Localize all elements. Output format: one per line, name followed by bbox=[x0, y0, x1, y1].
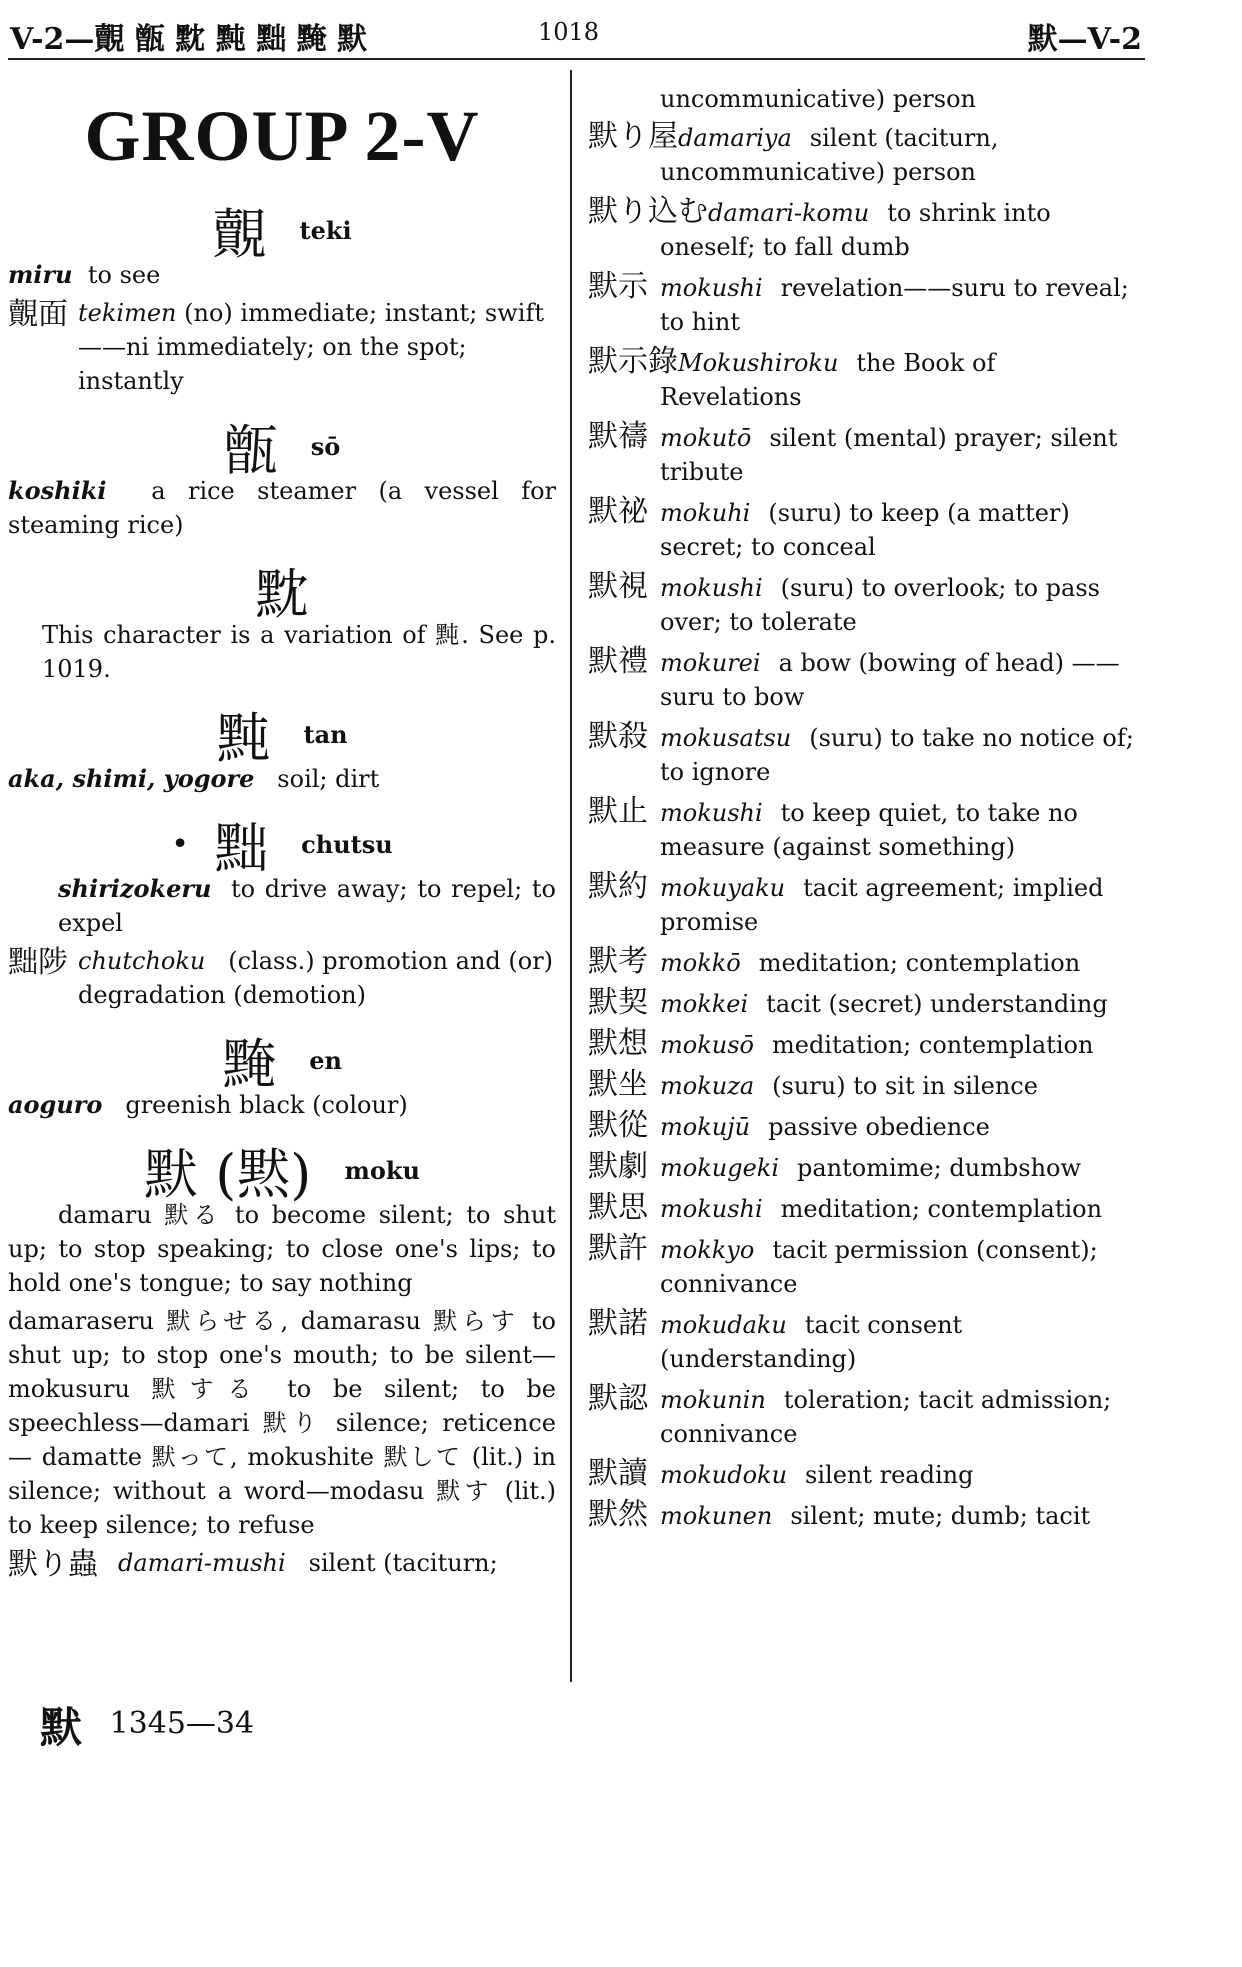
column-divider bbox=[570, 70, 572, 1682]
right-entry-list bbox=[588, 120, 1140, 1533]
entry-romaji: mokutō bbox=[660, 424, 752, 452]
entry-romaji: damari-mushi bbox=[118, 1549, 286, 1577]
entry-definition: silent; mute; dumb; tacit bbox=[790, 1502, 1091, 1530]
entry-headword: 默り屋 bbox=[588, 119, 678, 154]
kanji-reading: teki bbox=[299, 216, 352, 245]
entry-definition: tacit agreement; implied promise bbox=[660, 874, 1104, 936]
group-title: GROUP 2-V bbox=[84, 96, 480, 176]
kun-reading-line bbox=[8, 474, 556, 542]
kun-reading: aka, shimi, yogore bbox=[8, 764, 255, 793]
kanji-reading: chutsu bbox=[301, 830, 393, 859]
kun-reading-line bbox=[8, 1088, 556, 1122]
entry-definition: silent (taciturn, uncommunicative) person bbox=[660, 124, 999, 186]
entry-body bbox=[78, 944, 556, 1012]
compound-entry bbox=[588, 270, 1140, 339]
entry-romaji: damari-komu bbox=[708, 199, 870, 227]
entry-romaji: chutchoku bbox=[78, 947, 206, 975]
entry-headword: 默劇 bbox=[588, 1149, 648, 1184]
entry-definition: revelation——suru to reveal; to hint bbox=[660, 274, 1129, 336]
entry-definition: (class.) promotion and (or) degradation (demotion) bbox=[78, 947, 554, 1009]
compound-entry bbox=[588, 986, 1140, 1021]
entry-romaji: mokushi bbox=[660, 1195, 763, 1223]
compound-entry bbox=[8, 1546, 556, 1584]
kanji-reading: tan bbox=[303, 720, 348, 749]
entry-romaji: mokusatsu bbox=[660, 724, 792, 752]
entry-definition: (no) immediate; instant; swift——ni immediately; on the spot; instantly bbox=[78, 299, 544, 395]
entry-headword: 默許 bbox=[588, 1231, 648, 1266]
entry-romaji: mokudoku bbox=[660, 1461, 788, 1489]
entry-headword: 默考 bbox=[588, 944, 648, 979]
entry-headword: 默示 bbox=[588, 269, 648, 304]
continuation-line: uncommunicative) person bbox=[660, 85, 976, 113]
entry-headword: 默想 bbox=[588, 1026, 648, 1061]
entry-headword: 默坐 bbox=[588, 1067, 648, 1102]
compound-entry bbox=[588, 195, 1140, 264]
entry-romaji: mokugeki bbox=[660, 1154, 779, 1182]
footer-kanji: 默 bbox=[40, 1703, 83, 1752]
kanji-heading-tan bbox=[8, 696, 556, 770]
entry-romaji: damariya bbox=[678, 124, 792, 152]
compound-entry bbox=[588, 345, 1140, 414]
entry-headword: 默契 bbox=[588, 985, 648, 1020]
entry-romaji: mokurei bbox=[660, 649, 761, 677]
entry-romaji: mokusō bbox=[660, 1031, 754, 1059]
entry-definition: (suru) to take no notice of; to ignore bbox=[660, 724, 1134, 786]
right-column bbox=[588, 82, 1140, 1539]
compound-entry bbox=[588, 1307, 1140, 1376]
kun-definition: greenish black (colour) bbox=[125, 1091, 408, 1119]
kun-definition: a rice steamer (a vessel for steaming rice) bbox=[8, 477, 556, 539]
kanji-glyph: 黕 bbox=[255, 563, 309, 626]
entry-definition: meditation; contemplation bbox=[771, 1031, 1094, 1059]
kanji-glyph: 黤 bbox=[222, 1033, 277, 1096]
entry-definition: to shrink into oneself; to fall dumb bbox=[660, 199, 1051, 261]
entry-headword: 默認 bbox=[588, 1381, 648, 1416]
compound-entry bbox=[588, 945, 1140, 980]
entry-definition: (suru) to keep (a matter) secret; to conceal bbox=[660, 499, 1070, 561]
entry-definition: pantomime; dumbshow bbox=[797, 1154, 1082, 1182]
kun-reading: koshiki bbox=[8, 476, 107, 505]
entry-romaji: mokkō bbox=[660, 949, 741, 977]
entry-definition: tacit (secret) understanding bbox=[766, 990, 1108, 1018]
entry-definition: silent (mental) prayer; silent tribute bbox=[660, 424, 1118, 486]
entry-definition: silent reading bbox=[805, 1461, 974, 1489]
kanji-heading-chutsu bbox=[8, 806, 556, 880]
entry-romaji: mokushi bbox=[660, 799, 763, 827]
entry-romaji: mokujū bbox=[660, 1113, 751, 1141]
compound-entry bbox=[588, 570, 1140, 639]
kanji-heading-en bbox=[8, 1022, 556, 1096]
header-rule bbox=[8, 58, 1145, 60]
variant-note: This character is a variation of 黗. See p. 1019. bbox=[42, 621, 556, 683]
kanji-reading: en bbox=[309, 1046, 342, 1075]
entry-romaji: mokushi bbox=[660, 574, 763, 602]
kun-definition: to drive away; to repel; to expel bbox=[58, 875, 556, 937]
entry-romaji: Mokushiroku bbox=[678, 349, 839, 377]
kun-definition: to see bbox=[87, 261, 161, 289]
compound-entry bbox=[588, 120, 1140, 189]
entry-definition: tacit consent (understanding) bbox=[660, 1311, 963, 1373]
compound-entry bbox=[588, 1382, 1140, 1451]
entry-definition: (suru) to sit in silence bbox=[772, 1072, 1038, 1100]
kanji-glyph: 黜 bbox=[214, 817, 269, 880]
compound-entry bbox=[8, 296, 556, 398]
compound-entry bbox=[588, 870, 1140, 939]
entry-definition: a bow (bowing of head) ——suru to bow bbox=[660, 649, 1120, 711]
kun-reading: aoguro bbox=[8, 1090, 103, 1119]
compound-entry bbox=[588, 645, 1140, 714]
entry-headword: 默禮 bbox=[588, 644, 648, 679]
kanji-heading-variant bbox=[8, 552, 556, 626]
kun-reading-line bbox=[8, 258, 556, 292]
entry-definition: the Book of Revelations bbox=[660, 349, 996, 411]
page-number: 1018 bbox=[538, 18, 600, 46]
entry-definition: meditation; contemplation bbox=[758, 949, 1081, 977]
entry-romaji: mokuyaku bbox=[660, 874, 786, 902]
entry-headword: 默示錄 bbox=[588, 344, 678, 379]
entry-definition: toleration; tacit admission; connivance bbox=[660, 1386, 1112, 1448]
compound-entry bbox=[588, 495, 1140, 564]
entry-headword: 覿面 bbox=[8, 297, 68, 332]
entry-definition: meditation; contemplation bbox=[780, 1195, 1103, 1223]
entry-definition: tacit permission (consent); connivance bbox=[660, 1236, 1098, 1298]
compound-entry bbox=[588, 1457, 1140, 1492]
entry-romaji: mokkei bbox=[660, 990, 749, 1018]
entry-body bbox=[78, 296, 556, 398]
entry-headword: 默約 bbox=[588, 869, 648, 904]
kanji-heading-so bbox=[8, 408, 556, 482]
kanji-glyph: 覿 bbox=[212, 203, 267, 266]
footer-code: 1345—34 bbox=[109, 1706, 255, 1741]
compound-entry bbox=[588, 1027, 1140, 1062]
compound-entry bbox=[588, 1068, 1140, 1103]
compound-entry bbox=[588, 720, 1140, 789]
left-column bbox=[8, 95, 556, 1590]
entry-definition: (suru) to overlook; to pass over; to tolerate bbox=[660, 574, 1100, 636]
entry-romaji: mokkyo bbox=[660, 1236, 755, 1264]
entry-definition: to keep quiet, to take no measure (against something) bbox=[660, 799, 1078, 861]
entry-definition: silent (taciturn; bbox=[308, 1549, 498, 1577]
entry-romaji: mokudaku bbox=[660, 1311, 787, 1339]
kun-reading-line bbox=[8, 872, 556, 940]
compound-entry bbox=[588, 1109, 1140, 1144]
header-right-guide: 默—V-2 bbox=[1027, 22, 1142, 57]
entry-romaji: mokunin bbox=[660, 1386, 766, 1414]
entry-headword: 默諾 bbox=[588, 1306, 648, 1341]
compound-entry bbox=[588, 1150, 1140, 1185]
entry-romaji: mokunen bbox=[660, 1502, 773, 1530]
entry-romaji: tekimen bbox=[78, 299, 177, 327]
compound-entry bbox=[588, 1191, 1140, 1226]
moku-paragraph-2: damaraseru 默らせる, damarasu 默らす to shut up; to stop one's mouth; to be silent—mokusuru 默する to be silent; to be speechless—damari 默り silence; reticence — damatte 默って, mokushite 默して (lit.) in silence; without a word—modasu 默す (lit.) to keep silence; to refuse bbox=[8, 1307, 556, 1539]
entry-headword: 默禱 bbox=[588, 419, 648, 454]
entry-definition: passive obedience bbox=[768, 1113, 990, 1141]
kanji-glyph: 甑 bbox=[223, 419, 278, 482]
kun-reading: shirizokeru bbox=[58, 874, 212, 903]
compound-entry bbox=[588, 1232, 1140, 1301]
entry-headword: 默讀 bbox=[588, 1456, 648, 1491]
header-left-guide: V-2—覿 甑 黕 黗 黜 黤 默 bbox=[10, 22, 368, 57]
entry-headword: 默殺 bbox=[588, 719, 648, 754]
kun-definition: soil; dirt bbox=[277, 765, 380, 793]
entry-headword: 默思 bbox=[588, 1190, 648, 1225]
page-footer bbox=[40, 1695, 254, 1755]
kanji-reading: moku bbox=[344, 1156, 420, 1185]
kanji-reading: sō bbox=[310, 432, 341, 461]
kanji-glyph: 黗 bbox=[216, 707, 271, 770]
entry-headword: 默從 bbox=[588, 1108, 648, 1143]
entry-romaji: mokuza bbox=[660, 1072, 755, 1100]
kanji-glyph: 默 (黙) bbox=[144, 1143, 312, 1206]
compound-entry bbox=[588, 795, 1140, 864]
entry-headword: 默然 bbox=[588, 1497, 648, 1532]
entry-romaji: mokuhi bbox=[660, 499, 751, 527]
kanji-heading-moku bbox=[8, 1132, 556, 1206]
entry-headword: 黜陟 bbox=[8, 945, 68, 980]
kun-reading: miru bbox=[8, 260, 73, 289]
page-header bbox=[10, 14, 1142, 62]
entry-headword: 默止 bbox=[588, 794, 648, 829]
common-use-bullet: • bbox=[171, 827, 189, 862]
entry-headword: 默り蟲 bbox=[8, 1547, 98, 1582]
entry-headword: 默祕 bbox=[588, 494, 648, 529]
moku-paragraph-1: damaru 默る to become silent; to shut up; to stop speaking; to close one's lips; to hold one's tongue; to say nothing bbox=[8, 1201, 556, 1297]
entry-body bbox=[118, 1546, 556, 1580]
entry-headword: 默視 bbox=[588, 569, 648, 604]
kanji-heading-teki bbox=[8, 192, 556, 266]
compound-entry bbox=[588, 1498, 1140, 1533]
kun-reading-line bbox=[8, 762, 556, 796]
compound-entry bbox=[588, 420, 1140, 489]
entry-romaji: mokushi bbox=[660, 274, 763, 302]
entry-headword: 默り込む bbox=[588, 194, 708, 229]
compound-entry bbox=[8, 944, 556, 1012]
